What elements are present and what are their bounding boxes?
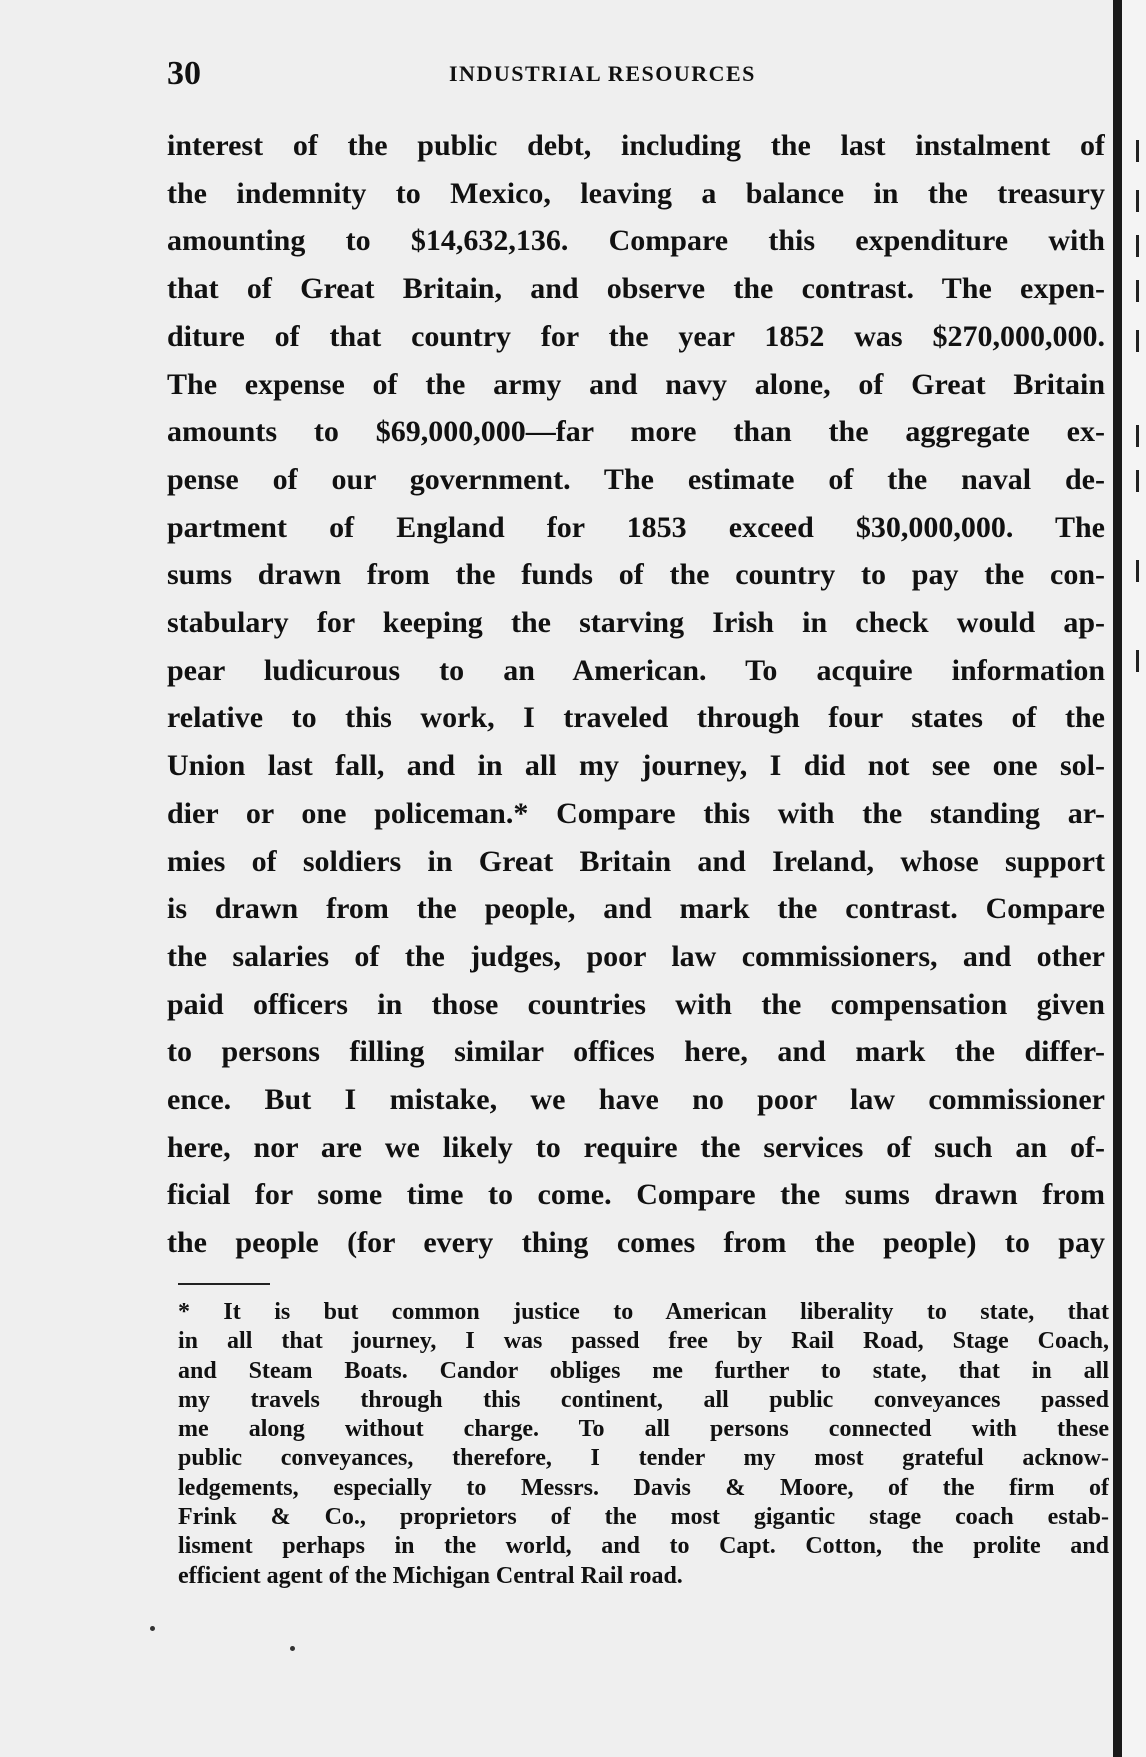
- footnote-line: ledgements, especially to Messrs. Davis & Moore, of the firm of: [178, 1474, 1109, 1501]
- body-line: the indemnity to Mexico, leaving a balance in the treasury: [167, 176, 1105, 210]
- footnote-line: Frink & Co., proprietors of the most gigantic stage coach estab-: [178, 1504, 1109, 1531]
- body-line: is drawn from the people, and mark the contrast. Compare: [167, 892, 1105, 926]
- footnote-line: in all that journey, I was passed free by Rail Road, Stage Coach,: [178, 1328, 1109, 1355]
- body-line: to persons filling similar offices here, and mark the differ-: [167, 1035, 1105, 1069]
- running-title: INDUSTRIAL RESOURCES: [449, 61, 756, 86]
- scan-speck: [1136, 330, 1139, 352]
- body-line: that of Great Britain, and observe the contrast. The expen-: [167, 272, 1105, 306]
- body-line: stabulary for keeping the starving Irish in check would ap-: [167, 606, 1105, 640]
- scan-speck: [1136, 425, 1139, 447]
- body-line: amounting to $14,632,136. Compare this expenditure with: [167, 224, 1105, 258]
- running-head: [167, 52, 1105, 96]
- footnote-line: me along without charge. To all persons connected with these: [178, 1416, 1109, 1443]
- scan-speck: [290, 1646, 295, 1651]
- scan-speck: [1136, 235, 1139, 257]
- scan-speck: [1136, 190, 1139, 212]
- body-line: pense of our government. The estimate of the naval de-: [167, 462, 1105, 496]
- scan-speck: [1136, 560, 1139, 582]
- body-line: relative to this work, I traveled through four states of the: [167, 701, 1105, 735]
- body-line: diture of that country for the year 1852 was $270,000,000.: [167, 319, 1105, 353]
- footnote-line: * It is but common justice to American liberality to state, that: [178, 1299, 1109, 1325]
- body-line: paid officers in those countries with the compensation given: [167, 987, 1105, 1021]
- body-line: Union last fall, and in all my journey, I did not see one sol-: [167, 749, 1105, 783]
- footnote-line: public conveyances, therefore, I tender my most grateful acknow-: [178, 1445, 1109, 1472]
- page-number: 30: [167, 55, 201, 92]
- body-line: here, nor are we likely to require the services of such an of-: [167, 1130, 1105, 1164]
- footnote-rule: [178, 1283, 270, 1285]
- footnote-line: and Steam Boats. Candor obliges me further to state, that in all: [178, 1357, 1109, 1384]
- body-line: amounts to $69,000,000—far more than the aggregate ex-: [167, 415, 1105, 449]
- body-line: dier or one policeman.* Compare this with the standing ar-: [167, 796, 1105, 830]
- body-text: [167, 122, 1105, 1267]
- body-line: pear ludicurous to an American. To acquire information: [167, 653, 1105, 687]
- adjacent-page-edge: [1122, 0, 1146, 1757]
- scan-speck: [1136, 140, 1139, 162]
- body-line: ficial for some time to come. Compare the sums drawn from: [167, 1178, 1105, 1212]
- scan-speck: [1136, 470, 1139, 492]
- body-line: the people (for every thing comes from the people) to pay: [167, 1226, 1105, 1260]
- body-line: the salaries of the judges, poor law commissioners, and other: [167, 939, 1105, 973]
- scan-speck: [1136, 650, 1139, 672]
- body-line: sums drawn from the funds of the country to pay the con-: [167, 558, 1105, 592]
- footnote-line: efficient agent of the Michigan Central Rail road.: [178, 1562, 683, 1589]
- scan-speck: [1136, 280, 1139, 302]
- body-line: ence. But I mistake, we have no poor law commissioner: [167, 1083, 1105, 1117]
- body-line: interest of the public debt, including the last instalment of: [167, 129, 1105, 162]
- binding-edge: [1113, 0, 1122, 1757]
- footnote-line: my travels through this continent, all public conveyances passed: [178, 1386, 1109, 1413]
- body-line: partment of England for 1853 exceed $30,000,000. The: [167, 510, 1105, 544]
- footnote: [178, 1298, 1109, 1591]
- body-line: The expense of the army and navy alone, of Great Britain: [167, 367, 1105, 401]
- scan-speck: [150, 1626, 155, 1631]
- body-line: mies of soldiers in Great Britain and Ireland, whose support: [167, 844, 1105, 878]
- footnote-line: lisment perhaps in the world, and to Capt. Cotton, the prolite and: [178, 1533, 1109, 1560]
